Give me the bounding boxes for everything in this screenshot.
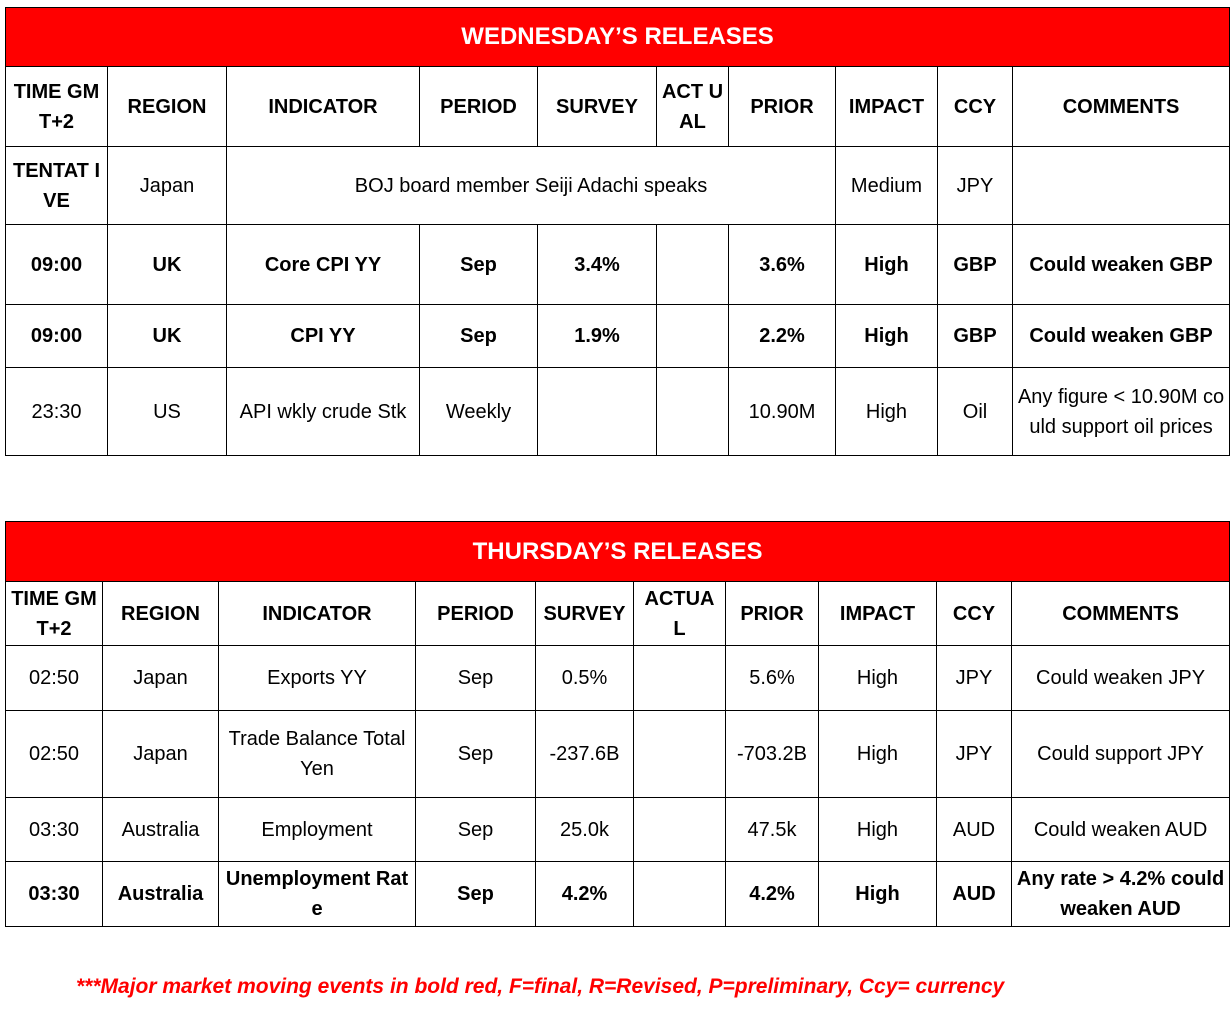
header-comments: COMMENTS — [1013, 67, 1230, 147]
table-row — [6, 711, 1230, 798]
header-time: TIME GMT+2 — [6, 582, 103, 646]
cell-event: BOJ board member Seiji Adachi speaks — [227, 147, 836, 225]
cell-period: Weekly — [420, 368, 538, 456]
header-comments: COMMENTS — [1012, 582, 1230, 646]
cell-period: Sep — [416, 862, 536, 927]
cell-actual — [657, 305, 729, 368]
header-prior: PRIOR — [726, 582, 819, 646]
wednesday-header-row — [6, 67, 1230, 147]
header-period: PERIOD — [416, 582, 536, 646]
header-time: TIME GMT+2 — [6, 67, 108, 147]
cell-prior: 5.6% — [726, 646, 819, 711]
cell-survey: -237.6B — [536, 711, 634, 798]
cell-time: 02:50 — [6, 711, 103, 798]
footnote: ***Major market moving events in bold red, F=final, R=Revised, P=preliminary, Ccy= currency — [76, 975, 1005, 998]
header-period: PERIOD — [420, 67, 538, 147]
table-row — [6, 305, 1230, 368]
cell-ccy: GBP — [938, 305, 1013, 368]
cell-period: Sep — [416, 798, 536, 862]
cell-impact: High — [819, 711, 937, 798]
thursday-title-row — [6, 522, 1230, 582]
cell-actual — [657, 225, 729, 305]
cell-time: TENTAT IVE — [6, 147, 108, 225]
cell-survey: 4.2% — [536, 862, 634, 927]
cell-indicator: Unemployment Rate — [219, 862, 416, 927]
cell-impact: High — [836, 305, 938, 368]
cell-comments: Any figure < 10.90M could support oil prices — [1013, 368, 1230, 456]
header-actual: ACTUA L — [634, 582, 726, 646]
header-ccy: CCY — [938, 67, 1013, 147]
cell-prior: -703.2B — [726, 711, 819, 798]
cell-period: Sep — [416, 646, 536, 711]
cell-comments — [1013, 147, 1230, 225]
cell-period: Sep — [420, 225, 538, 305]
cell-prior: 47.5k — [726, 798, 819, 862]
cell-actual — [634, 798, 726, 862]
thursday-releases-table — [5, 521, 1230, 927]
cell-region: Australia — [103, 798, 219, 862]
cell-region: Japan — [103, 646, 219, 711]
wednesday-title: WEDNESDAY’S RELEASES — [6, 8, 1230, 67]
wednesday-releases-table — [5, 7, 1230, 456]
cell-survey: 0.5% — [536, 646, 634, 711]
table-row — [6, 798, 1230, 862]
cell-comments: Any rate > 4.2% could weaken AUD — [1012, 862, 1230, 927]
cell-time: 23:30 — [6, 368, 108, 456]
header-actual: ACT UAL — [657, 67, 729, 147]
cell-indicator: Trade Balance Total Yen — [219, 711, 416, 798]
cell-period: Sep — [420, 305, 538, 368]
header-survey: SURVEY — [536, 582, 634, 646]
header-impact: IMPACT — [819, 582, 937, 646]
cell-ccy: JPY — [937, 711, 1012, 798]
header-prior: PRIOR — [729, 67, 836, 147]
table-row — [6, 368, 1230, 456]
cell-prior: 2.2% — [729, 305, 836, 368]
cell-time: 02:50 — [6, 646, 103, 711]
cell-ccy: JPY — [937, 646, 1012, 711]
header-indicator: INDICATOR — [219, 582, 416, 646]
cell-indicator: Core CPI YY — [227, 225, 420, 305]
cell-time: 03:30 — [6, 798, 103, 862]
cell-time: 03:30 — [6, 862, 103, 927]
cell-time: 09:00 — [6, 225, 108, 305]
wednesday-title-row — [6, 8, 1230, 67]
thursday-title: THURSDAY’S RELEASES — [6, 522, 1230, 582]
cell-impact: High — [819, 646, 937, 711]
cell-comments: Could weaken JPY — [1012, 646, 1230, 711]
header-indicator: INDICATOR — [227, 67, 420, 147]
cell-ccy: JPY — [938, 147, 1013, 225]
table-row — [6, 147, 1230, 225]
cell-survey — [538, 368, 657, 456]
cell-indicator: Exports YY — [219, 646, 416, 711]
table-row — [6, 225, 1230, 305]
cell-actual — [634, 711, 726, 798]
cell-comments: Could weaken GBP — [1013, 305, 1230, 368]
cell-actual — [634, 646, 726, 711]
cell-actual — [634, 862, 726, 927]
cell-survey: 3.4% — [538, 225, 657, 305]
cell-indicator: CPI YY — [227, 305, 420, 368]
header-ccy: CCY — [937, 582, 1012, 646]
cell-survey: 1.9% — [538, 305, 657, 368]
cell-region: Japan — [108, 147, 227, 225]
cell-prior: 3.6% — [729, 225, 836, 305]
cell-region: Japan — [103, 711, 219, 798]
cell-region: UK — [108, 225, 227, 305]
cell-time: 09:00 — [6, 305, 108, 368]
table-row — [6, 862, 1230, 927]
cell-period: Sep — [416, 711, 536, 798]
header-region: REGION — [103, 582, 219, 646]
cell-impact: High — [836, 225, 938, 305]
cell-indicator: API wkly crude Stk — [227, 368, 420, 456]
cell-region: Australia — [103, 862, 219, 927]
thursday-header-row — [6, 582, 1230, 646]
cell-ccy: Oil — [938, 368, 1013, 456]
cell-region: UK — [108, 305, 227, 368]
header-impact: IMPACT — [836, 67, 938, 147]
cell-impact: High — [836, 368, 938, 456]
cell-indicator: Employment — [219, 798, 416, 862]
cell-impact: High — [819, 798, 937, 862]
header-region: REGION — [108, 67, 227, 147]
cell-ccy: AUD — [937, 862, 1012, 927]
cell-comments: Could support JPY — [1012, 711, 1230, 798]
cell-impact: Medium — [836, 147, 938, 225]
cell-actual — [657, 368, 729, 456]
cell-comments: Could weaken AUD — [1012, 798, 1230, 862]
cell-region: US — [108, 368, 227, 456]
cell-ccy: AUD — [937, 798, 1012, 862]
cell-impact: High — [819, 862, 937, 927]
cell-prior: 10.90M — [729, 368, 836, 456]
cell-comments: Could weaken GBP — [1013, 225, 1230, 305]
cell-ccy: GBP — [938, 225, 1013, 305]
cell-prior: 4.2% — [726, 862, 819, 927]
cell-survey: 25.0k — [536, 798, 634, 862]
header-survey: SURVEY — [538, 67, 657, 147]
table-row — [6, 646, 1230, 711]
